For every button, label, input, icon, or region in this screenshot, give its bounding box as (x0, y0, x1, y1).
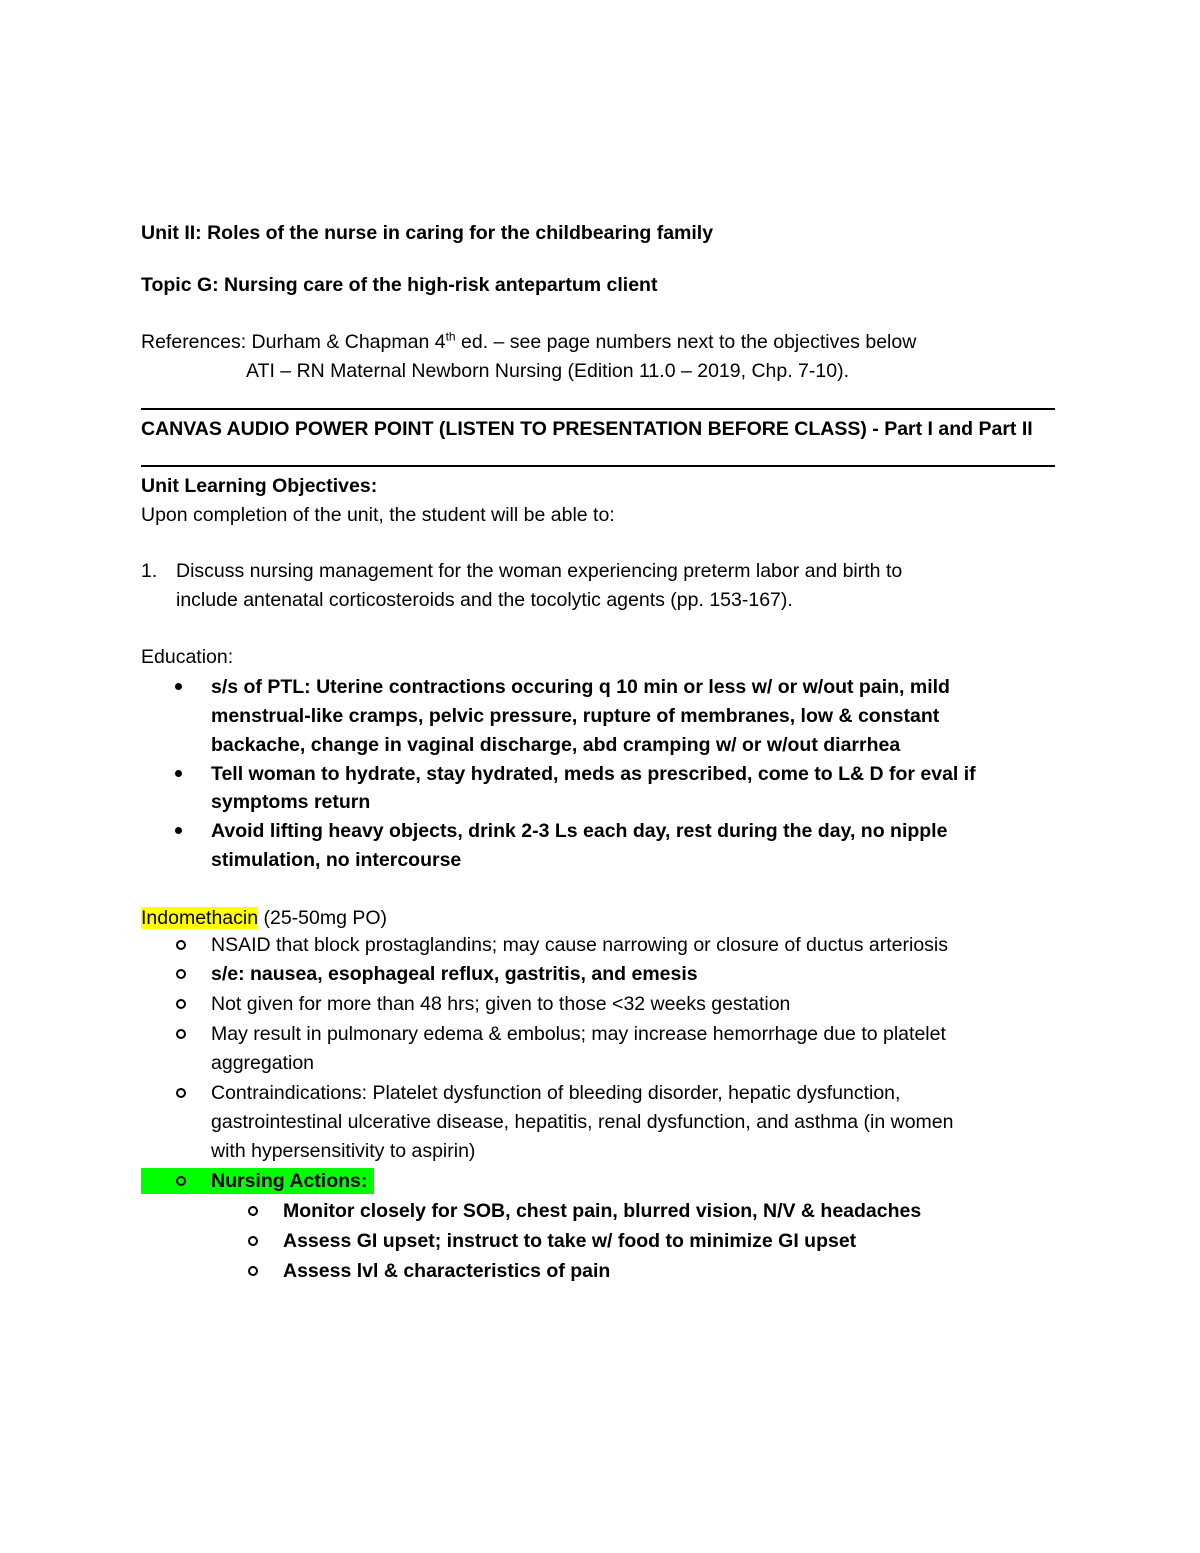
hollow-circle-bullet-icon (176, 999, 186, 1009)
unit-title: Unit II: Roles of the nurse in caring for the childbearing family (141, 222, 714, 244)
drug-name: Indomethacin (141, 907, 259, 929)
education-heading: Education: (141, 646, 234, 668)
drug-point-4-line-1: May result in pulmonary edema & embolus; may increase hemorrhage due to platelet (211, 1023, 946, 1045)
education-bullet-1-line-1: s/s of PTL: Uterine contractions occuring q 10 min or less w/ or w/out pain, mild (211, 676, 950, 698)
objectives-heading: Unit Learning Objectives: (141, 475, 378, 497)
education-bullet-2-line-2: symptoms return (211, 791, 371, 813)
drug-heading (141, 904, 387, 933)
education-bullet-3-line-1: Avoid lifting heavy objects, drink 2-3 Ls each day, rest during the day, no nipple (211, 820, 948, 842)
objective-number: 1. (141, 560, 158, 582)
drug-point-1: NSAID that block prostaglandins; may cause narrowing or closure of ductus arteriosis (211, 934, 949, 956)
references-line-1 (141, 328, 916, 357)
filled-circle-bullet-icon (175, 770, 182, 777)
drug-dose: (25-50mg PO) (258, 907, 388, 929)
education-bullet-1-line-2: menstrual-like cramps, pelvic pressure, rupture of membranes, low & constant (211, 705, 940, 727)
hollow-circle-bullet-icon (248, 1266, 258, 1276)
references-line-2: ATI – RN Maternal Newborn Nursing (Edition 11.0 – 2019, Chp. 7-10). (246, 360, 849, 382)
nursing-actions-label: Nursing Actions: (211, 1170, 368, 1192)
hollow-circle-bullet-icon (176, 1088, 186, 1098)
objective-1-line-2: include antenatal corticosteroids and the tocolytic agents (pp. 153-167). (176, 589, 793, 611)
divider-top (141, 408, 1055, 410)
nursing-action-2: Assess GI upset; instruct to take w/ food to minimize GI upset (283, 1230, 857, 1252)
hollow-circle-bullet-icon (248, 1206, 258, 1216)
references-suffix: ed. – see page numbers next to the objectives below (455, 331, 917, 353)
document-page (141, 0, 1055, 1553)
hollow-circle-bullet-icon (176, 1176, 186, 1186)
hollow-circle-bullet-icon (176, 940, 186, 950)
topic-title: Topic G: Nursing care of the high-risk antepartum client (141, 274, 658, 296)
filled-circle-bullet-icon (175, 683, 182, 690)
references-superscript: th (445, 329, 456, 344)
filled-circle-bullet-icon (175, 827, 182, 834)
drug-point-5-line-2: gastrointestinal ulcerative disease, hepatitis, renal dysfunction, and asthma (in women (211, 1111, 954, 1133)
drug-point-3: Not given for more than 48 hrs; given to those <32 weeks gestation (211, 993, 791, 1015)
hollow-circle-bullet-icon (176, 969, 186, 979)
education-bullet-2-line-1: Tell woman to hydrate, stay hydrated, meds as prescribed, come to L& D for eval if (211, 763, 976, 785)
objectives-intro: Upon completion of the unit, the student will be able to: (141, 504, 615, 526)
nursing-action-3: Assess lvl & characteristics of pain (283, 1260, 611, 1282)
nursing-action-1: Monitor closely for SOB, chest pain, blurred vision, N/V & headaches (283, 1200, 922, 1222)
drug-point-2: s/e: nausea, esophageal reflux, gastritis, and emesis (211, 963, 698, 985)
education-bullet-1-line-3: backache, change in vaginal discharge, abd cramping w/ or w/out diarrhea (211, 734, 901, 756)
references-prefix: References: Durham & Chapman 4 (141, 331, 446, 353)
hollow-circle-bullet-icon (176, 1029, 186, 1039)
divider-bottom (141, 465, 1055, 467)
drug-point-4-line-2: aggregation (211, 1052, 315, 1074)
drug-point-5-line-1: Contraindications: Platelet dysfunction of bleeding disorder, hepatic dysfunction, (211, 1082, 901, 1104)
objective-1-line-1: Discuss nursing management for the woman experiencing preterm labor and birth to (176, 560, 903, 582)
canvas-banner: CANVAS AUDIO POWER POINT (LISTEN TO PRESENTATION BEFORE CLASS) - Part I and Part II (141, 418, 1033, 440)
drug-point-5-line-3: with hypersensitivity to aspirin) (211, 1140, 476, 1162)
hollow-circle-bullet-icon (248, 1236, 258, 1246)
education-bullet-3-line-2: stimulation, no intercourse (211, 849, 462, 871)
